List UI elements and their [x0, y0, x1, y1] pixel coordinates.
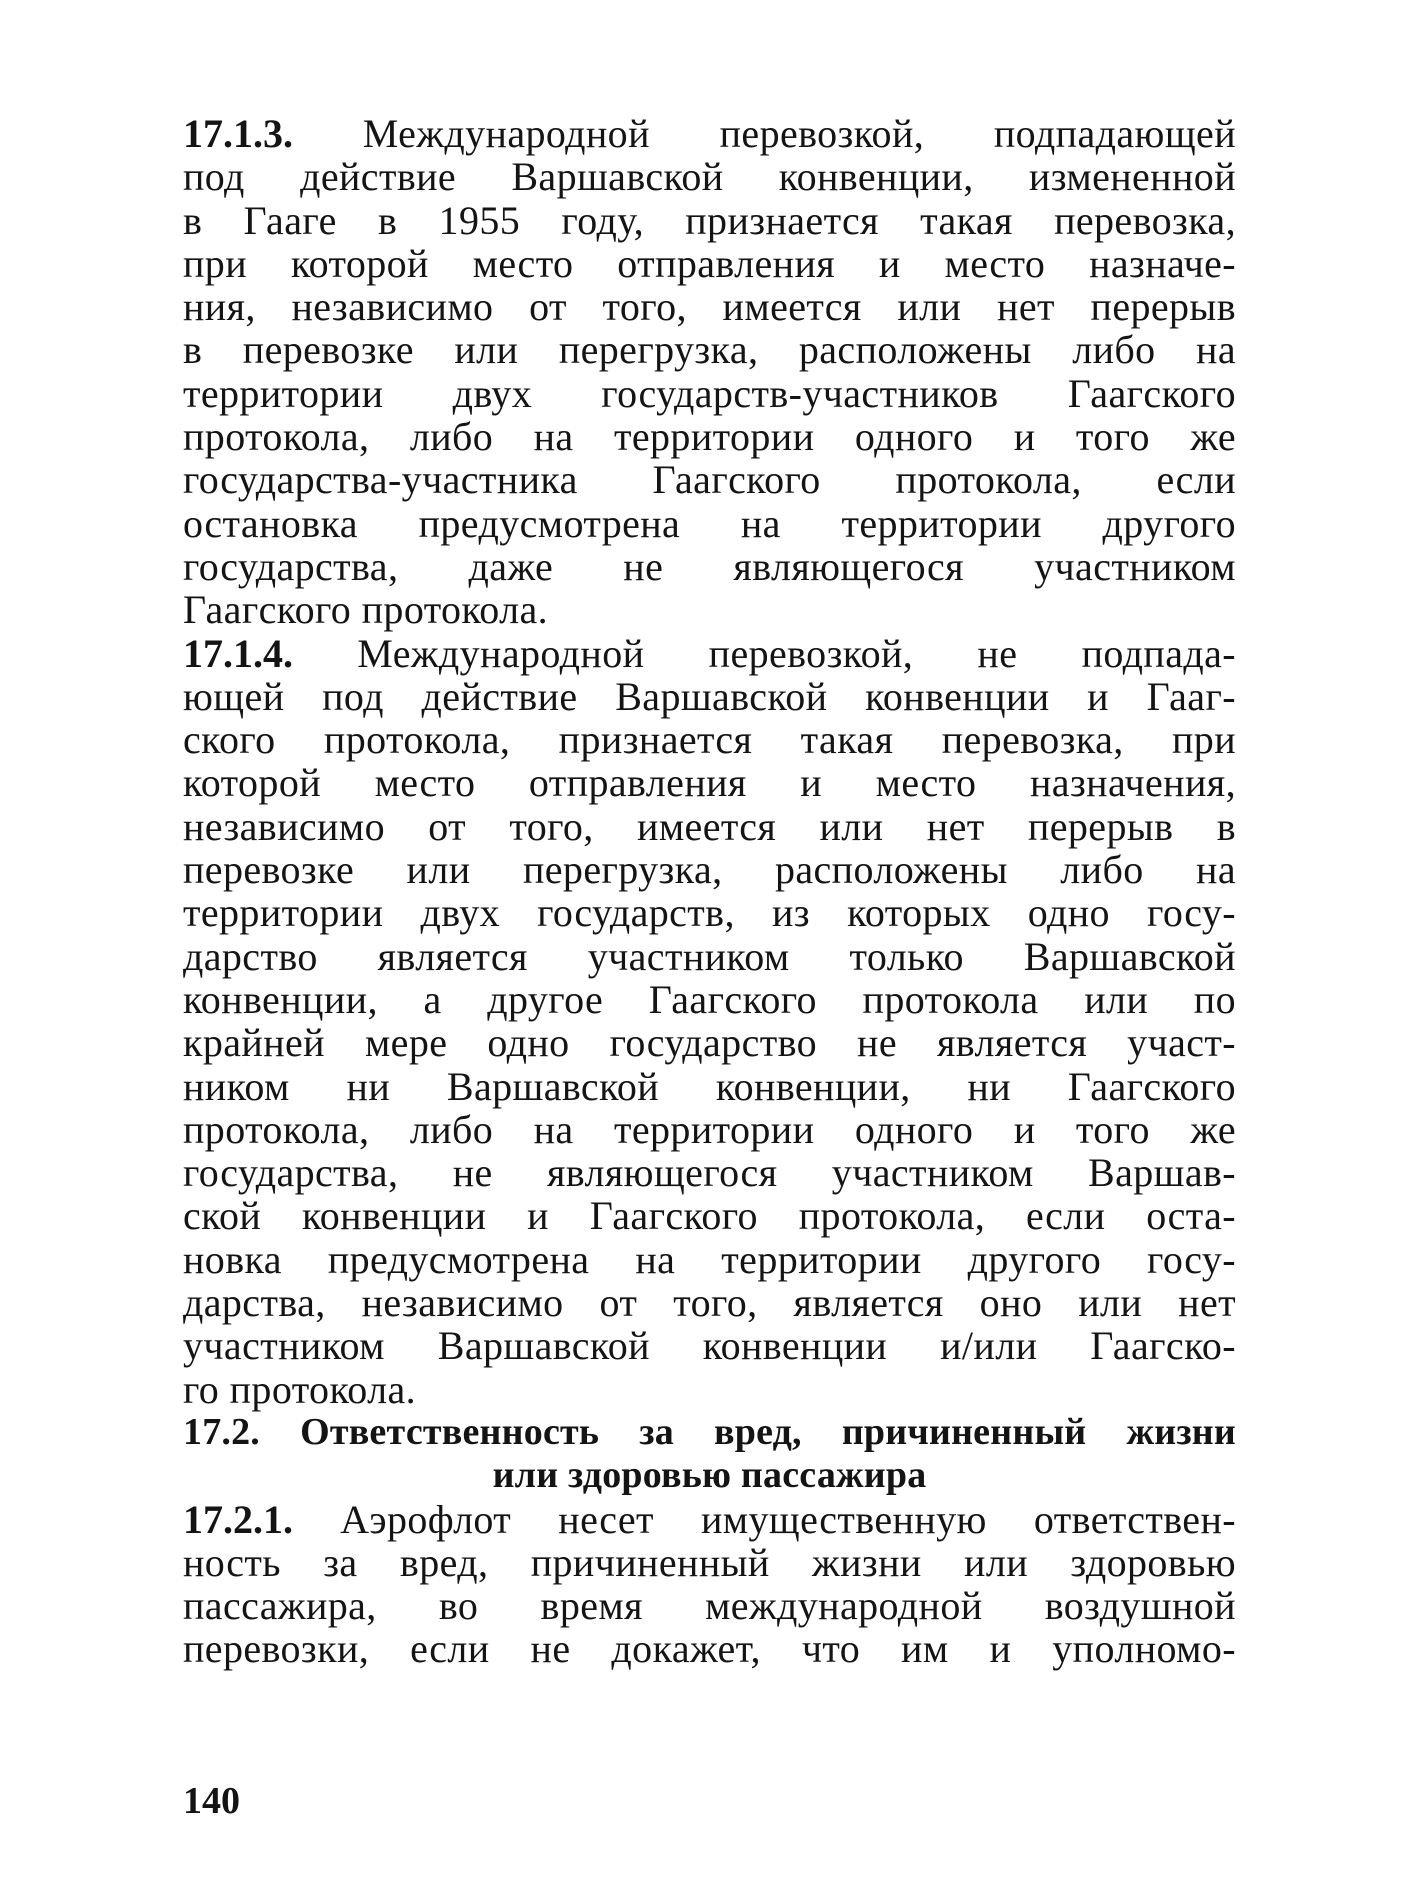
- section-heading: или здоровью пассажира: [492, 1454, 927, 1497]
- text-line: независимо от того, имеется или нет перерыв в: [183, 803, 1236, 849]
- text-line: перевозке или перегрузка, расположены либо на: [183, 847, 1236, 893]
- text-line: ской конвенции и Гаагского протокола, если оста-: [183, 1193, 1236, 1239]
- text-line: протокола, либо на территории одного и того же: [183, 414, 1236, 460]
- text-line: территории двух государств-участников Гаагского: [183, 370, 1236, 416]
- text-line: в перевозке или перегрузка, расположены либо на: [183, 327, 1236, 373]
- text-line: государства-участника Гаагского протокола, если: [183, 457, 1236, 503]
- text-line: остановка предусмотрена на территории другого: [183, 500, 1236, 546]
- text-line: 17.1.3. Международной перевозкой, подпадающей: [183, 111, 1236, 156]
- text-line: ность за вред, причиненный жизни или здоровью: [183, 1539, 1236, 1585]
- text-line: крайней мере одно государство не является участ-: [183, 1020, 1236, 1066]
- text-line: ского протокола, признается такая перевозка, при: [183, 717, 1236, 763]
- text-line: дарства, независимо от того, является оно или нет: [183, 1280, 1236, 1326]
- body-text: [183, 112, 1236, 1671]
- clause-number: 17.2.1.: [183, 1496, 293, 1542]
- text-line: перевозки, если не докажет, что им и уполномо-: [183, 1626, 1236, 1672]
- text-line: под действие Варшавской конвенции, измененной: [183, 154, 1236, 200]
- text-line: 17.2.1. Аэрофлот несет имущественную ответствен-: [183, 1496, 1236, 1542]
- text-line: конвенции, а другое Гаагского протокола или по: [183, 976, 1236, 1022]
- page-number: 140: [183, 1780, 240, 1822]
- text-line: протокола, либо на территории одного и того же: [183, 1106, 1236, 1152]
- text-line: при которой место отправления и место назначе-: [183, 240, 1236, 286]
- text-line: пассажира, во время международной воздушной: [183, 1583, 1236, 1629]
- section-heading: 17.2. Ответственность за вред, причиненный жизни: [183, 1410, 1236, 1453]
- text-line: ником ни Варшавской конвенции, ни Гаагского: [183, 1063, 1236, 1109]
- text-line: ния, независимо от того, имеется или нет перерыв: [183, 284, 1236, 330]
- text-line: в Гааге в 1955 году, признается такая перевозка,: [183, 197, 1236, 243]
- text-line: новка предусмотрена на территории другого госу-: [183, 1236, 1236, 1282]
- text-line: дарство является участником только Варшавской: [183, 933, 1236, 979]
- text-line: которой место отправления и место назначения,: [183, 760, 1236, 806]
- text-line: участником Варшавской конвенции и/или Гаагско-: [183, 1323, 1236, 1369]
- clause-number: 17.1.3.: [183, 111, 293, 156]
- text-line: территории двух государств, из которых одно госу-: [183, 890, 1236, 936]
- text-line: государства, даже не являющегося участником: [183, 543, 1236, 589]
- text-line: го протокола.: [183, 1366, 417, 1412]
- text-line: ющей под действие Варшавской конвенции и Гааг-: [183, 673, 1236, 719]
- clause-number: 17.1.4.: [183, 630, 293, 676]
- text-line: 17.1.4. Международной перевозкой, не подпада-: [183, 630, 1236, 676]
- text-line: государства, не являющегося участником Варшав-: [183, 1150, 1236, 1196]
- text-line: Гаагского протокола.: [183, 587, 549, 633]
